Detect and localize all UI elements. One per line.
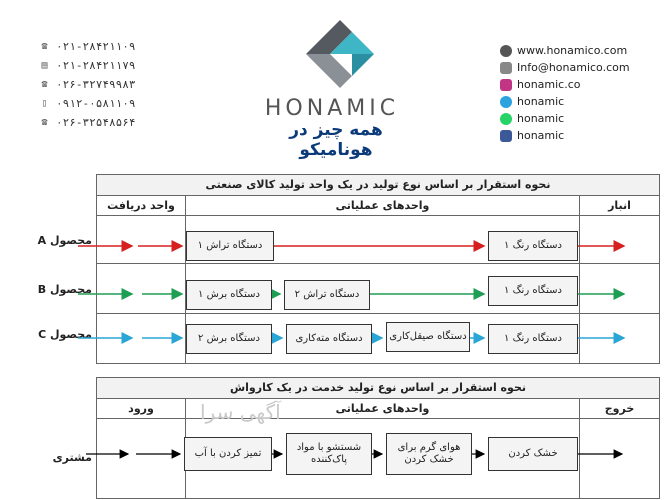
brand-name: HONAMIC [264, 96, 400, 121]
social-text: www.honamico.com [517, 44, 628, 57]
process-box: دستگاه مته‌کاری [286, 324, 372, 354]
social-text: honamic [517, 95, 565, 108]
mobile-icon: ▯ [41, 97, 49, 109]
contact-text: ۰۲۱-۲۸۴۲۱۱۷۹ [56, 59, 136, 72]
process-box: دستگاه رنگ ۱ [488, 324, 578, 354]
social-text: Info@honamico.com [517, 61, 630, 74]
phone-icon: ☎ [41, 78, 49, 90]
header-ops: واحدهای عملیاتی [186, 399, 580, 419]
process-box: شستشو با مواد پاک‌کننده [286, 433, 372, 475]
process-box: دستگاه صیقل‌کاری [386, 322, 470, 352]
phone-icon: ☎ [41, 116, 49, 128]
process-box: هوای گرم برای خشک کردن [386, 433, 472, 475]
social-text: honamic.co [517, 78, 581, 91]
process-box: دستگاه برش ۲ [186, 324, 272, 354]
contact-text: ۰۲۱-۲۸۴۲۱۱۰۹ [56, 40, 136, 53]
header-enter: ورود [97, 399, 186, 419]
row-label-a: محصول A [37, 234, 92, 247]
process-box: دستگاه رنگ ۱ [488, 231, 578, 261]
row-label-b: محصول B [37, 283, 92, 296]
fax-icon: ▤ [41, 59, 49, 71]
header-ops: واحدهای عملیاتی [186, 196, 580, 216]
process-box: دستگاه تراش ۱ [186, 231, 274, 261]
social-text: honamic [517, 129, 565, 142]
process-box: دستگاه رنگ ۱ [488, 276, 578, 306]
header-exit: خروج [580, 399, 659, 419]
watermark: آگهی سرا [200, 400, 281, 424]
process-box: تمیز کردن با آب [184, 437, 272, 471]
contact-text: ۰۲۶-۳۲۷۴۹۹۸۳ [56, 78, 136, 91]
header-receive: واحد دریافت [97, 196, 186, 216]
header-store: انبار [580, 196, 659, 216]
industrial-title: نحوه استقرار بر اساس نوع تولید در یک واحد تولید کالای صنعتی [97, 175, 659, 196]
social-text: honamic [517, 112, 565, 125]
contact-text: ۰۹۱۲-۰۵۸۱۱۰۹ [56, 97, 136, 110]
row-label-customer: مشتری [52, 451, 92, 464]
brand-slogan: همه چیز در هونامیکو [289, 120, 383, 160]
phone-icon: ☎ [41, 40, 49, 52]
process-box: دستگاه تراش ۲ [284, 280, 370, 310]
service-title: نحوه استقرار بر اساس نوع تولید خدمت در یک کارواش [97, 378, 659, 399]
row-label-c: محصول C [38, 328, 92, 341]
contact-text: ۰۲۶-۳۲۵۴۸۵۶۴ [56, 116, 136, 129]
process-box: دستگاه برش ۱ [186, 280, 272, 310]
process-box: خشک کردن [488, 437, 578, 471]
